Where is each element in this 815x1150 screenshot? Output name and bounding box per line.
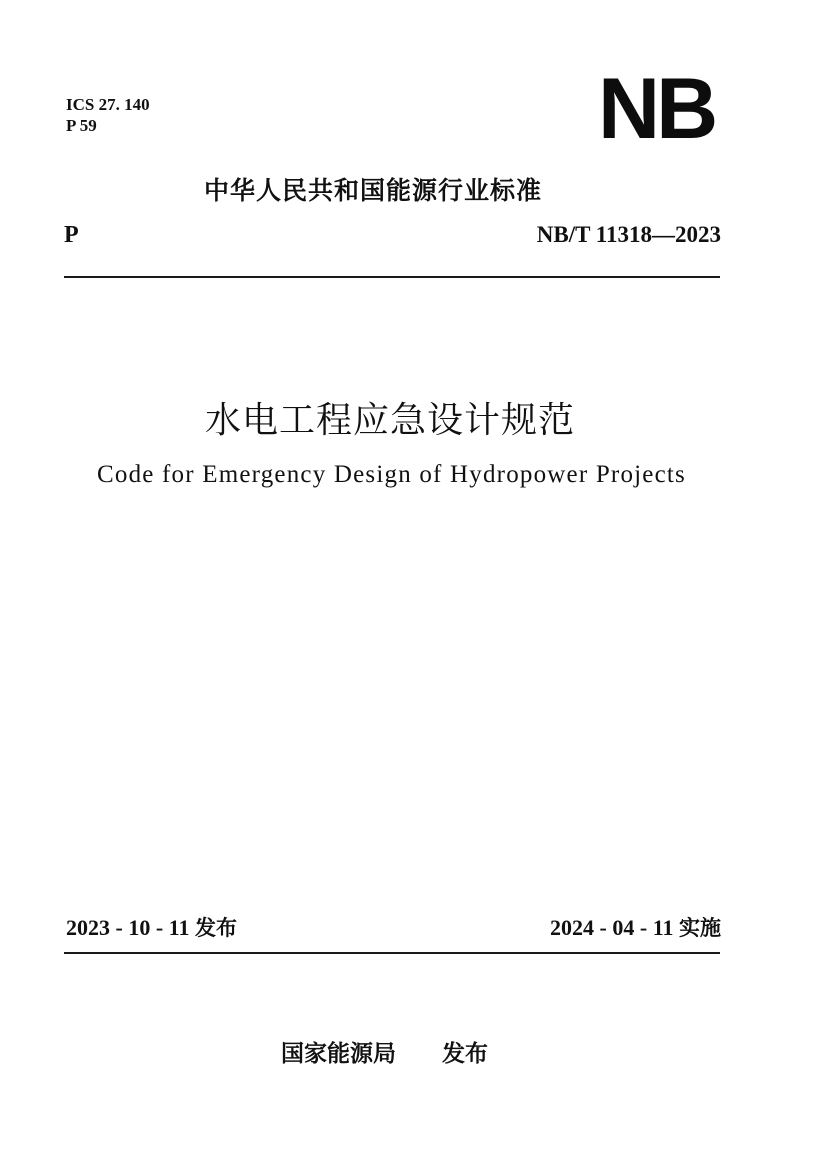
classification-codes	[66, 94, 150, 136]
standard-number: NB/T 11318—2023	[536, 222, 721, 247]
ics-code: ICS 27. 140	[66, 95, 150, 114]
effective-date-value: 2024 - 04 - 11	[550, 915, 674, 940]
issue-label: 发布	[194, 916, 237, 940]
issue-date	[66, 912, 237, 942]
nb-logo: NB	[598, 61, 715, 157]
header-divider	[64, 276, 720, 278]
document-title-chinese: 水电工程应急设计规范	[204, 400, 575, 441]
date-divider	[64, 952, 720, 954]
publisher-action: 发布	[442, 1041, 489, 1067]
classification-code: P 59	[66, 116, 97, 135]
effective-label: 实施	[679, 916, 721, 940]
publisher-name: 国家能源局	[281, 1041, 396, 1067]
document-title-english: Code for Emergency Design of Hydropower Projects	[97, 461, 686, 488]
effective-date	[550, 912, 721, 942]
issue-date-value: 2023 - 10 - 11	[66, 915, 190, 940]
category-mark: P	[64, 222, 79, 248]
industry-standard-title: 中华人民共和国能源行业标准	[204, 176, 543, 205]
publisher	[281, 1035, 488, 1068]
